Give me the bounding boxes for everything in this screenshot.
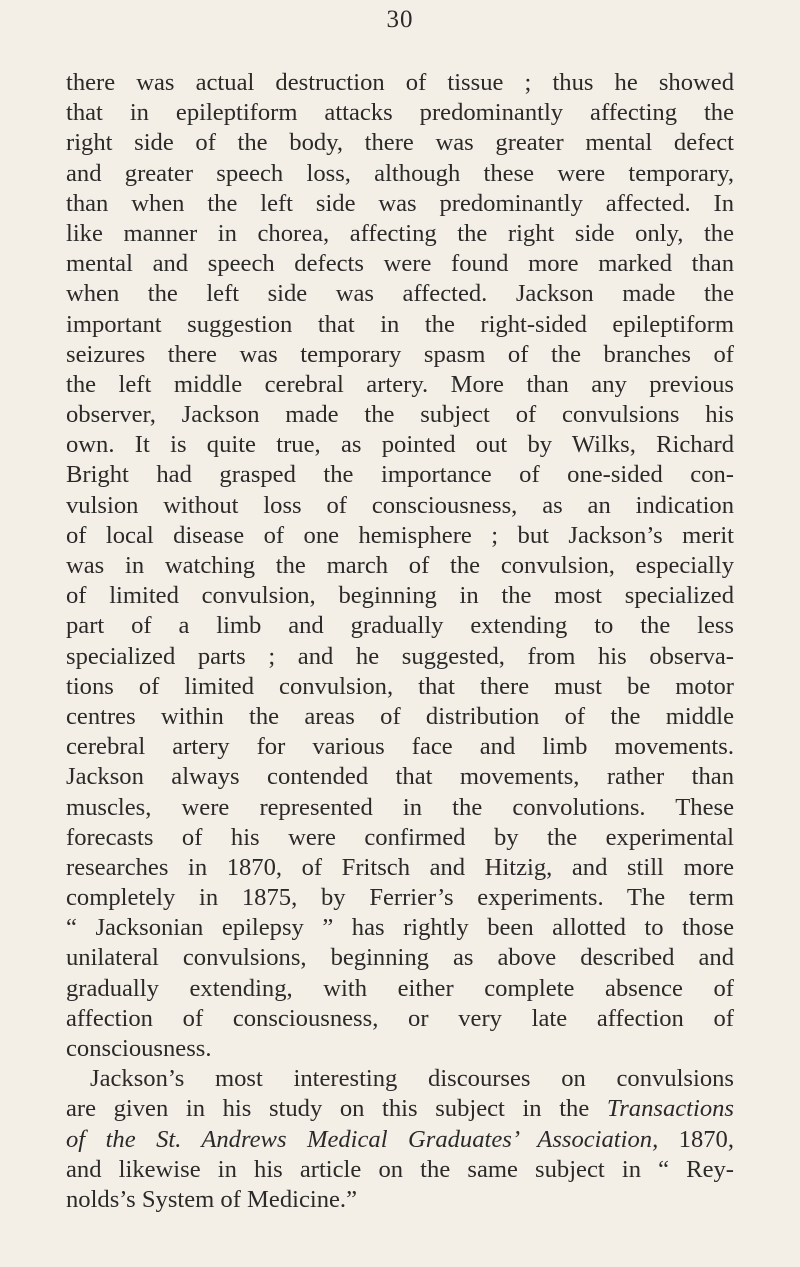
text-line: of limited convulsion, beginning in the most specialized [66, 582, 734, 610]
paragraph-2 [66, 1064, 734, 1215]
journal-title-part: of the St. Andrews Medical Graduates’ Association, [66, 1125, 659, 1153]
text-line: tions of limited convulsion, that there must be motor [66, 672, 734, 700]
text-line: when the left side was affected. Jackson made the [66, 280, 734, 308]
text-line: Jackson’s most interesting discourses on convulsions [90, 1065, 734, 1093]
text-line: mental and speech defects were found more marked than [66, 250, 734, 278]
text-line: centres within the areas of distribution of the middle [66, 702, 734, 730]
text-line: gradually extending, with either complete absence of [66, 974, 734, 1002]
text-line: important suggestion that in the right-sided epileptiform [66, 310, 734, 338]
journal-title-part: Transactions [606, 1095, 734, 1123]
text-line: the left middle cerebral artery. More than any previous [66, 370, 734, 398]
text-line: Bright had grasped the importance of one-sided con- [66, 461, 734, 489]
text-line: observer, Jackson made the subject of convulsions his [66, 401, 734, 429]
text-line: affection of consciousness, or very late affection of [66, 1004, 734, 1032]
paragraph-1 [66, 68, 734, 1064]
text-line: forecasts of his were confirmed by the experimental [66, 823, 734, 851]
text-line: seizures there was temporary spasm of the branches of [66, 340, 734, 368]
text-line: than when the left side was predominantly affected. In [66, 189, 734, 217]
text-line: nolds’s System of Medicine.” [66, 1185, 357, 1213]
text-line: there was actual destruction of tissue ; thus he showed [66, 69, 734, 96]
text-line: specialized parts ; and he suggested, from his observa- [66, 642, 734, 670]
text-line: right side of the body, there was greater mental defect [66, 129, 734, 157]
text-line: of local disease of one hemisphere ; but Jackson’s merit [66, 521, 734, 549]
text-line: was in watching the march of the convulsion, especially [66, 552, 734, 579]
text-line: “ Jacksonian epilepsy ” has rightly been allotted to those [66, 914, 734, 942]
text-line: cerebral artery for various face and limb movements. [66, 733, 734, 761]
text-line: that in epileptiform attacks predominantly affecting the [66, 99, 734, 127]
text-line: and likewise in his article on the same subject in “ Rey- [66, 1155, 734, 1183]
text-line: unilateral convulsions, beginning as above described and [66, 944, 734, 972]
text-line: and greater speech loss, although these were temporary, [66, 159, 734, 187]
text-run: 1870, [658, 1125, 735, 1153]
text-line: completely in 1875, by Ferrier’s experiments. The term [66, 884, 734, 912]
text-line: consciousness. [66, 1035, 212, 1062]
page-number: 30 [386, 6, 414, 33]
body-text [66, 68, 734, 1215]
text-line: Jackson always contended that movements, rather than [66, 763, 734, 791]
text-line: own. It is quite true, as pointed out by Wilks, Richard [66, 431, 734, 459]
text-line: like manner in chorea, affecting the right side only, the [66, 219, 734, 247]
text-line [66, 1125, 734, 1155]
text-run: are given in his study on this subject in the [66, 1095, 607, 1123]
text-line: researches in 1870, of Fritsch and Hitzig, and still more [66, 853, 734, 881]
text-line [66, 1094, 734, 1124]
text-line: muscles, were represented in the convolutions. These [66, 793, 734, 821]
text-line: part of a limb and gradually extending to the less [66, 612, 734, 640]
text-line: vulsion without loss of consciousness, as an indication [66, 491, 734, 519]
